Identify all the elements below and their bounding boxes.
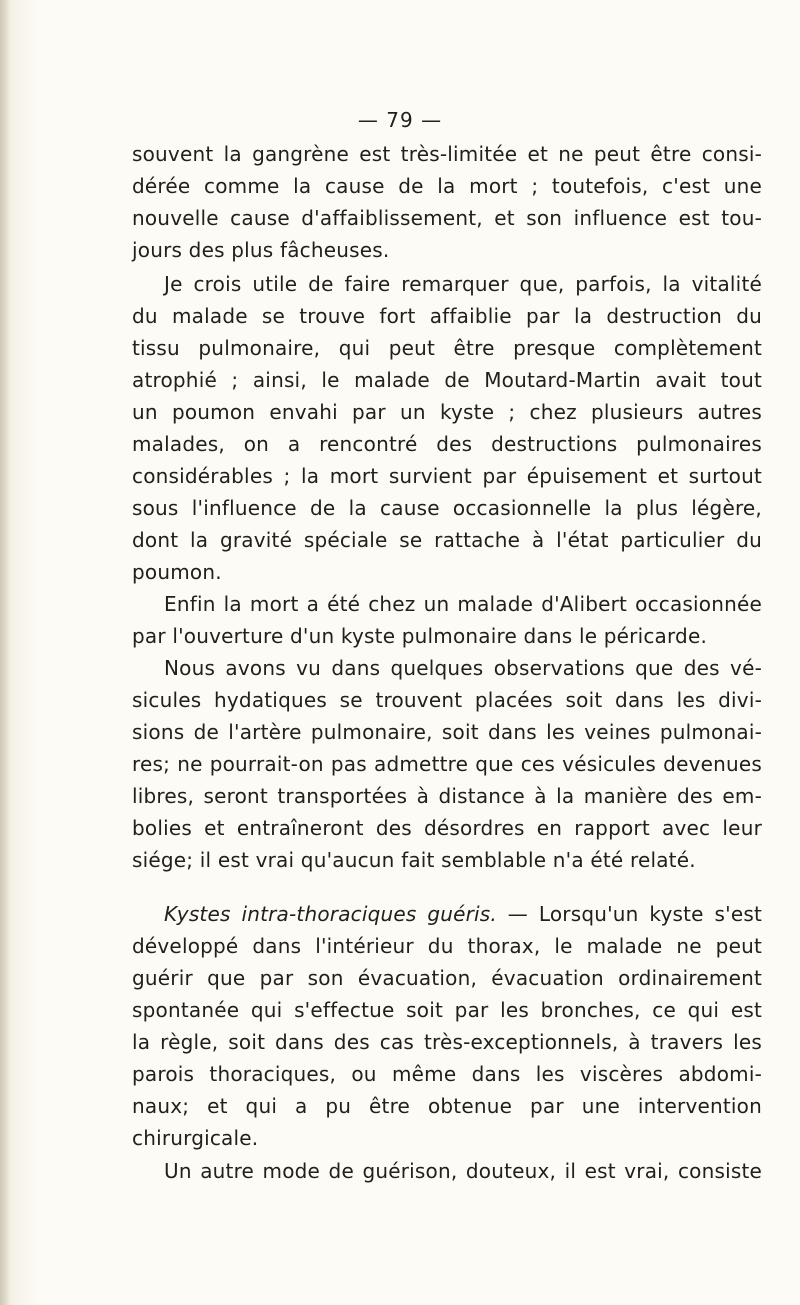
paragraph-5 [132, 898, 762, 1154]
text-line: sions de l'artère pulmonaire, soit dans les veines pulmonai- [132, 720, 762, 744]
text-line: atrophié ; ainsi, le malade de Moutard-Martin avait tout [132, 368, 762, 392]
text-line: tissu pulmonaire, qui peut être presque complètement [132, 336, 762, 360]
text-line: dérée comme la cause de la mort ; toutefois, c'est une [132, 174, 762, 198]
text-line: libres, seront transportées à distance à la manière des em- [132, 784, 762, 808]
text-line: par l'ouverture d'un kyste pulmonaire dans le péricarde. [132, 624, 708, 648]
text-line: Un autre mode de guérison, douteux, il est vrai, consiste [164, 1159, 762, 1183]
text-line: spontanée qui s'effectue soit par les bronches, ce qui est [132, 998, 762, 1022]
page-number: — 79 — [357, 108, 443, 132]
text-line: Nous avons vu dans quelques observations que des vé- [164, 656, 762, 680]
text-line: guérir que par son évacuation, évacuation ordinairement [132, 966, 762, 990]
text-line: développé dans l'intérieur du thorax, le malade ne peut [132, 934, 762, 958]
text-line: Je crois utile de faire remarquer que, parfois, la vitalité [164, 272, 762, 296]
paragraph-2 [132, 268, 762, 588]
text-line: sous l'influence de la cause occasionnelle la plus légère, [132, 496, 762, 520]
paragraph-3 [132, 588, 762, 652]
text-line: souvent la gangrène est très-limitée et ne peut être consi- [132, 142, 762, 166]
text-line: du malade se trouve fort affaiblie par la destruction du [132, 304, 762, 328]
text-line: malades, on a rencontré des destructions pulmonaires [132, 432, 762, 456]
heading-line-rest: — Lorsqu'un kyste s'est [496, 902, 762, 926]
text-line: considérables ; la mort survient par épuisement et surtout [132, 464, 762, 488]
text-line: parois thoraciques, ou même dans les viscères abdomi- [132, 1062, 762, 1086]
text-line: bolies et entraîneront des désordres en rapport avec leur [132, 816, 762, 840]
gutter-shadow [0, 0, 10, 1305]
text-line: la règle, soit dans des cas très-exceptionnels, à travers les [132, 1030, 762, 1054]
text-line: un poumon envahi par un kyste ; chez plusieurs autres [132, 400, 762, 424]
text-line: poumon. [132, 560, 222, 584]
text-line [132, 898, 762, 930]
text-line: nouvelle cause d'affaiblissement, et son influence est tou- [132, 206, 762, 230]
paragraph-4 [132, 652, 762, 876]
section-heading: Kystes intra-thoraciques guéris. [164, 902, 497, 926]
paragraph-1 [132, 138, 762, 266]
text-line: res; ne pourrait-on pas admettre que ces vésicules devenues [132, 752, 762, 776]
paragraph-6 [132, 1155, 762, 1187]
text-line: jours des plus fâcheuses. [132, 238, 390, 262]
text-line: Enfin la mort a été chez un malade d'Alibert occasionnée [164, 592, 762, 616]
text-line: sicules hydatiques se trouvent placées soit dans les divi- [132, 688, 762, 712]
text-line: naux; et qui a pu être obtenue par une intervention [132, 1094, 762, 1118]
text-line: siége; il est vrai qu'aucun fait semblable n'a été relaté. [132, 848, 696, 872]
text-line: dont la gravité spéciale se rattache à l'état particulier du [132, 528, 762, 552]
text-line: chirurgicale. [132, 1126, 259, 1150]
